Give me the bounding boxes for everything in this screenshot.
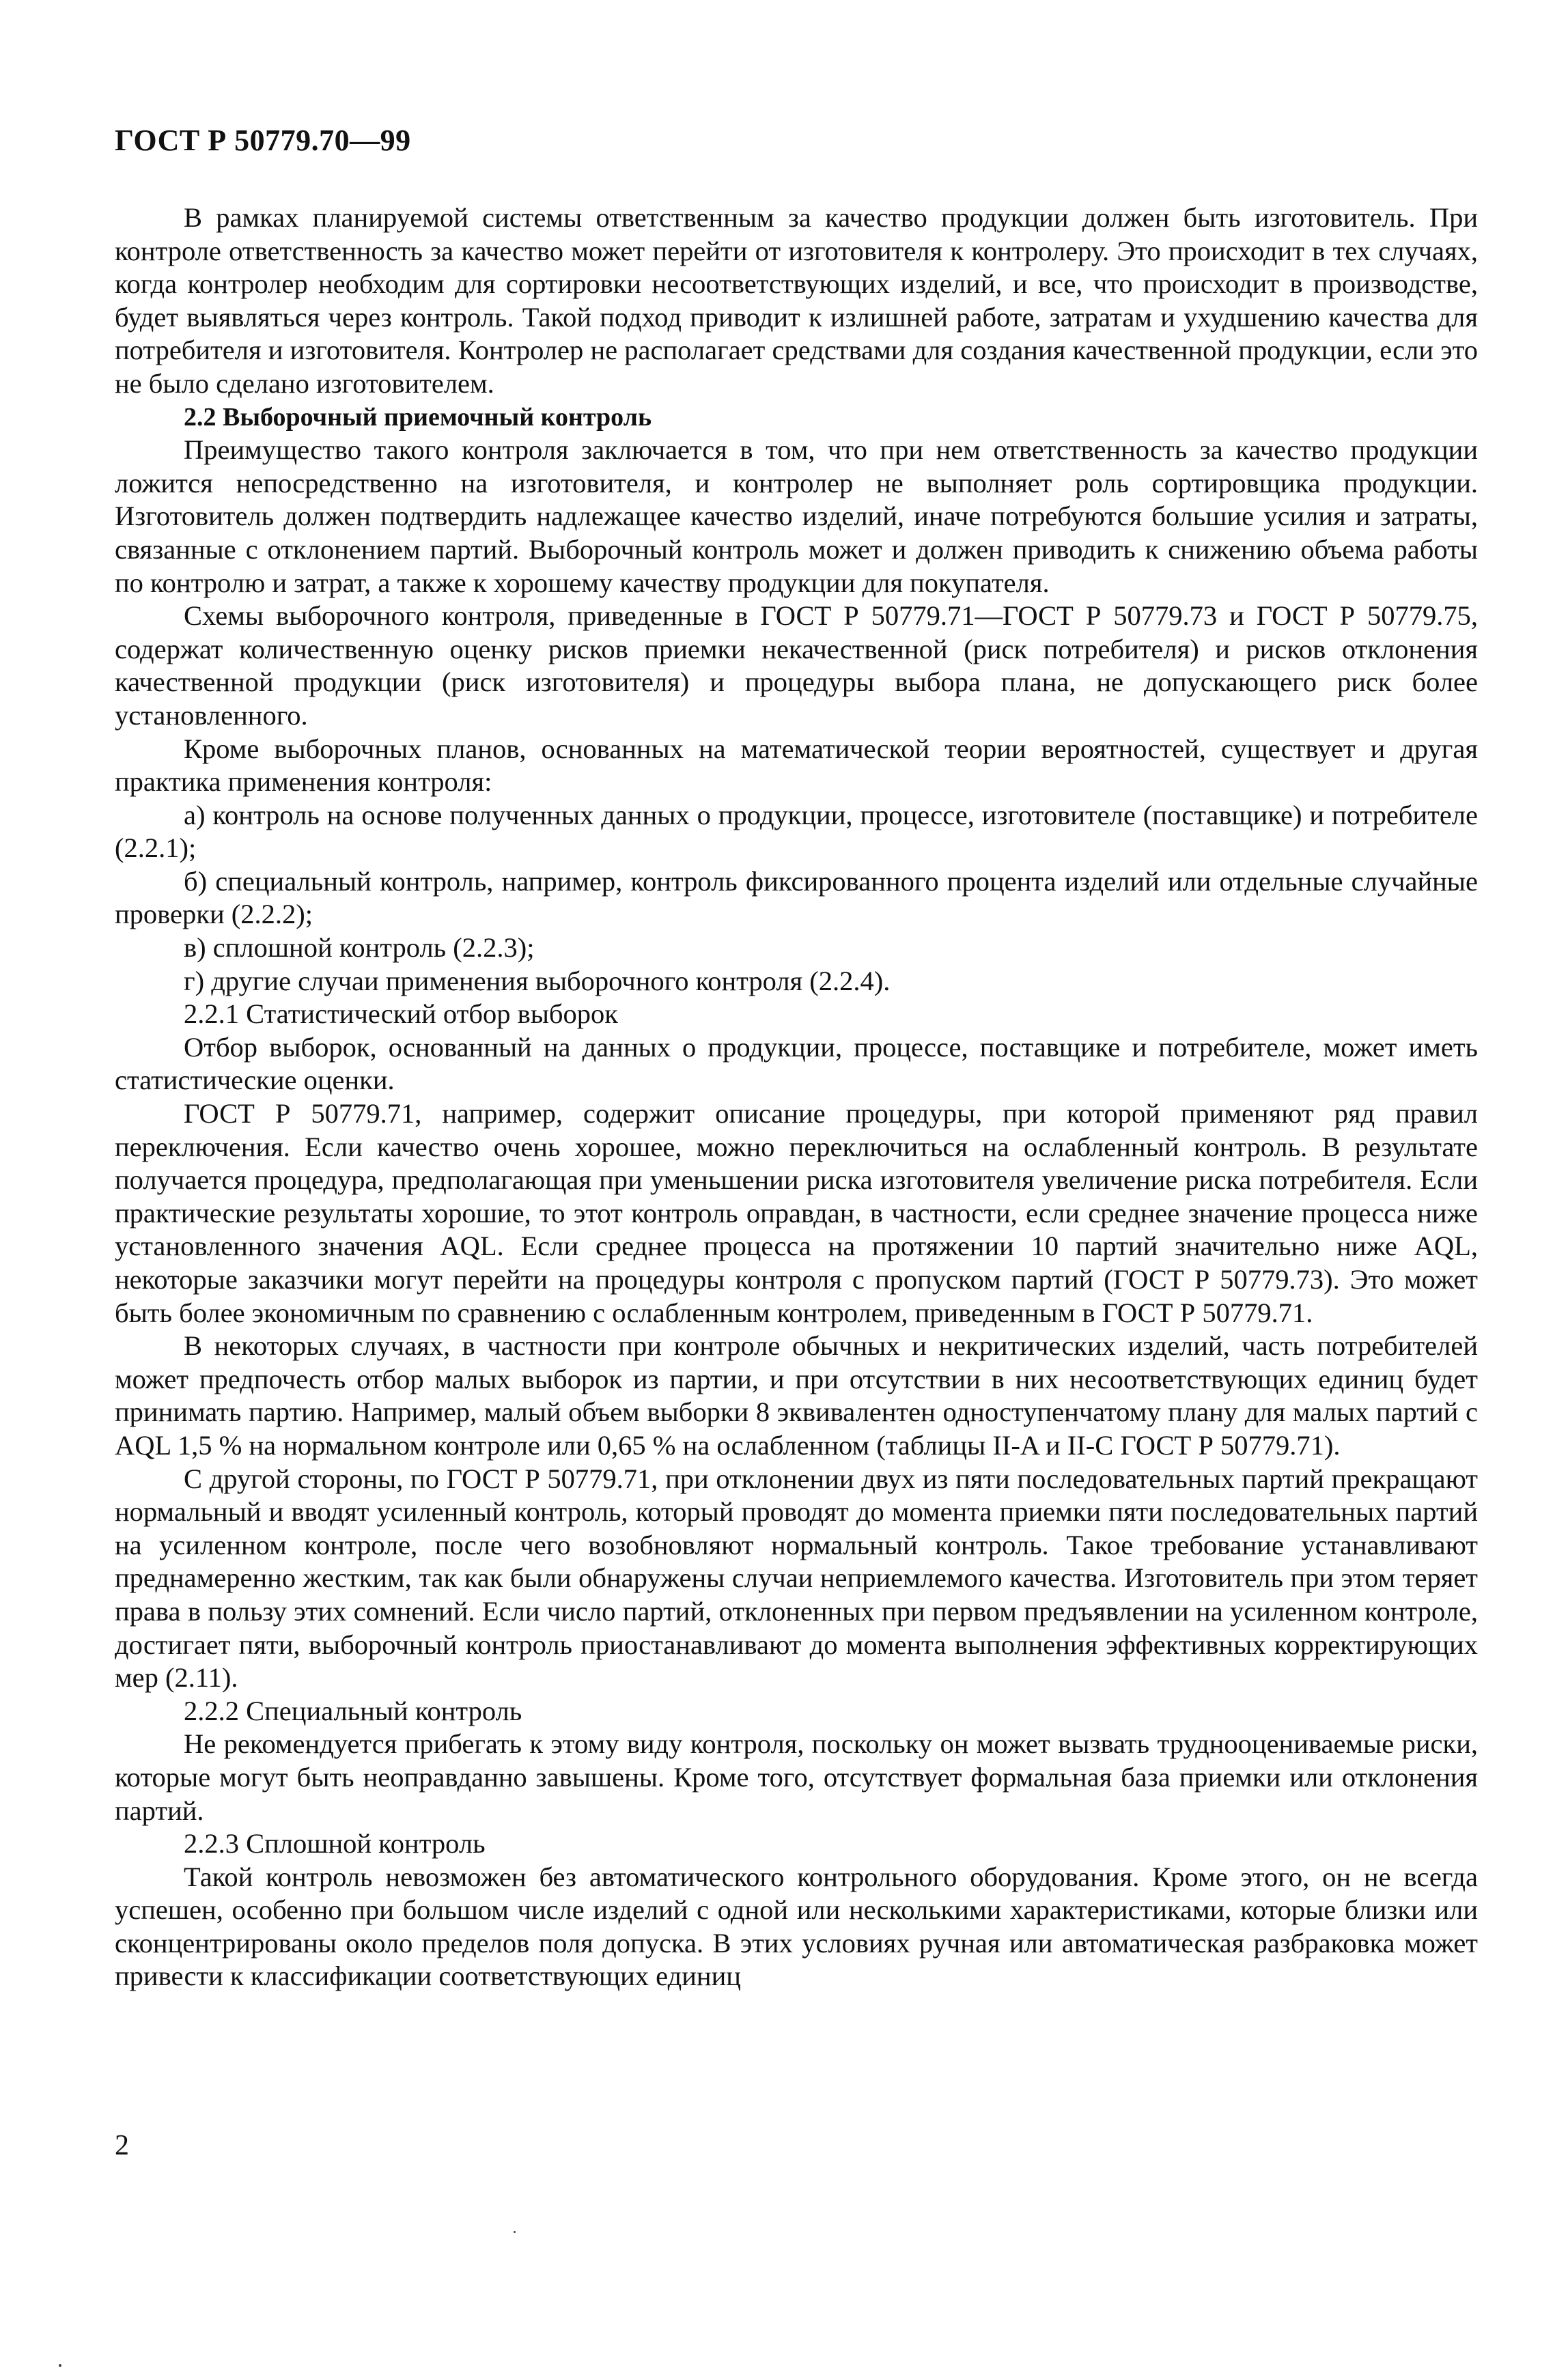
paragraph: 2.2.2 Специальный контроль [184, 1695, 522, 1726]
paragraph: г) другие случаи применения выборочного контроля (2.2.4). [184, 965, 891, 996]
paragraph: в) сплошной контроль (2.2.3); [184, 932, 535, 964]
scan-speck [514, 2231, 516, 2233]
paragraph: В некоторых случаях, в частности при контроле обычных и некритических изделий, часть потребителей может предпочесть отбор малых выборок из партии, и при отсутствии в них несоответствующих единиц будет принимать партию. Например, малый объем выборки 8 эквивалентен одноступенчатому плану для малых партий с AQL 1,5 % на нормальном контроле или 0,65 % на ослабленном (таблицы II-A и II-C ГОСТ Р 50779.71). [115, 1330, 1478, 1461]
paragraph: ГОСТ Р 50779.71, например, содержит описание процедуры, при которой применяют ряд правил переключения. Если качество очень хорошее, можно переключиться на ослабленный контроль. В результате получается процедура, предполагающая при уменьшении риска изготовителя увеличение риска потребителя. Если практические результаты хорошие, то этот контроль оправдан, в частности, если среднее значение процесса ниже установленного значения AQL. Если среднее процесса на протяжении 10 партий значительно ниже AQL, некоторые заказчики могут перейти на процедуры контроля с пропуском партий (ГОСТ Р 50779.73). Это может быть более экономичным по сравнению с ослабленным контролем, приведенным в ГОСТ Р 50779.71. [115, 1098, 1478, 1328]
paragraph: Не рекомендуется прибегать к этому виду контроля, поскольку он может вызвать труднооцениваемые риски, которые могут быть неоправданно завышены. Кроме того, отсутствует формальная база приемки или отклонения партий. [115, 1728, 1478, 1826]
section-heading: 2.2 Выборочный приемочный контроль [184, 402, 652, 432]
paragraph: Схемы выборочного контроля, приведенные в ГОСТ Р 50779.71—ГОСТ Р 50779.73 и ГОСТ Р 50779.75, содержат количественную оценку рисков приемки некачественной (риск потребителя) и рисков отклонения качественной продукции (риск изготовителя) и процедуры выбора плана, не допускающего риск более установленного. [115, 600, 1478, 731]
paragraph: С другой стороны, по ГОСТ Р 50779.71, при отклонении двух из пяти последовательных партий прекращают нормальный и вводят усиленный контроль, который проводят до момента приемки пяти последовательных партий на усиленном контроле, после чего возобновляют нормальный контроль. Такое требование устанавливают преднамеренно жестким, так как были обнаружены случаи неприемлемого качества. Изготовитель при этом теряет права в пользу этих сомнений. Если число партий, отклоненных при первом предъявлении на усиленном контроле, достигает пяти, выборочный контроль приостанавливают до момента выполнения эффективных корректирующих мер (2.11). [115, 1463, 1478, 1694]
document-body [115, 201, 1478, 1993]
paragraph: Отбор выборок, основанный на данных о продукции, процессе, поставщике и потребителе, может иметь статистические оценки. [115, 1031, 1478, 1096]
paragraph: а) контроль на основе полученных данных о продукции, процессе, изготовителе (поставщике) и потребителе (2.2.1); [115, 799, 1478, 864]
scan-speck [59, 2364, 61, 2367]
paragraph: В рамках планируемой системы ответственным за качество продукции должен быть изготовитель. При контроле ответственность за качество может перейти от изготовителя к контролеру. Это происходит в тех случаях, когда контролер необходим для сортировки несоответствующих изделий, и все, что происходит в производстве, будет выявляться через контроль. Такой подход приводит к излишней работе, затратам и ухудшению качества для потребителя и изготовителя. Контролер не располагает средствами для создания качественной продукции, если это не было сделано изготовителем. [115, 202, 1478, 399]
document-header: ГОСТ Р 50779.70—99 [115, 124, 411, 157]
page-number: 2 [115, 2130, 129, 2161]
paragraph: 2.2.3 Сплошной контроль [184, 1828, 486, 1859]
paragraph: 2.2.1 Статистический отбор выборок [184, 998, 618, 1030]
paragraph: Кроме выборочных планов, основанных на математической теории вероятностей, существует и другая практика применения контроля: [115, 733, 1478, 798]
paragraph: Такой контроль невозможен без автоматического контрольного оборудования. Кроме этого, он не всегда успешен, особенно при большом числе изделий с одной или несколькими характеристиками, которые близки или сконцентрированы около пределов поля допуска. В этих условиях ручная или автоматическая разбраковка может привести к классификации соответствующих единиц [115, 1861, 1478, 1992]
paragraph: б) специальный контроль, например, контроль фиксированного процента изделий или отдельные случайные проверки (2.2.2); [115, 865, 1478, 930]
paragraph: Преимущество такого контроля заключается в том, что при нем ответственность за качество продукции ложится непосредственно на изготовителя, и контролер не выполняет роль сортировщика продукции. Изготовитель должен подтвердить надлежащее качество изделий, иначе потребуются большие усилия и затраты, связанные с отклонением партий. Выборочный контроль может и должен приводить к снижению объема работы по контролю и затрат, а также к хорошему качеству продукции для покупателя. [115, 434, 1478, 598]
